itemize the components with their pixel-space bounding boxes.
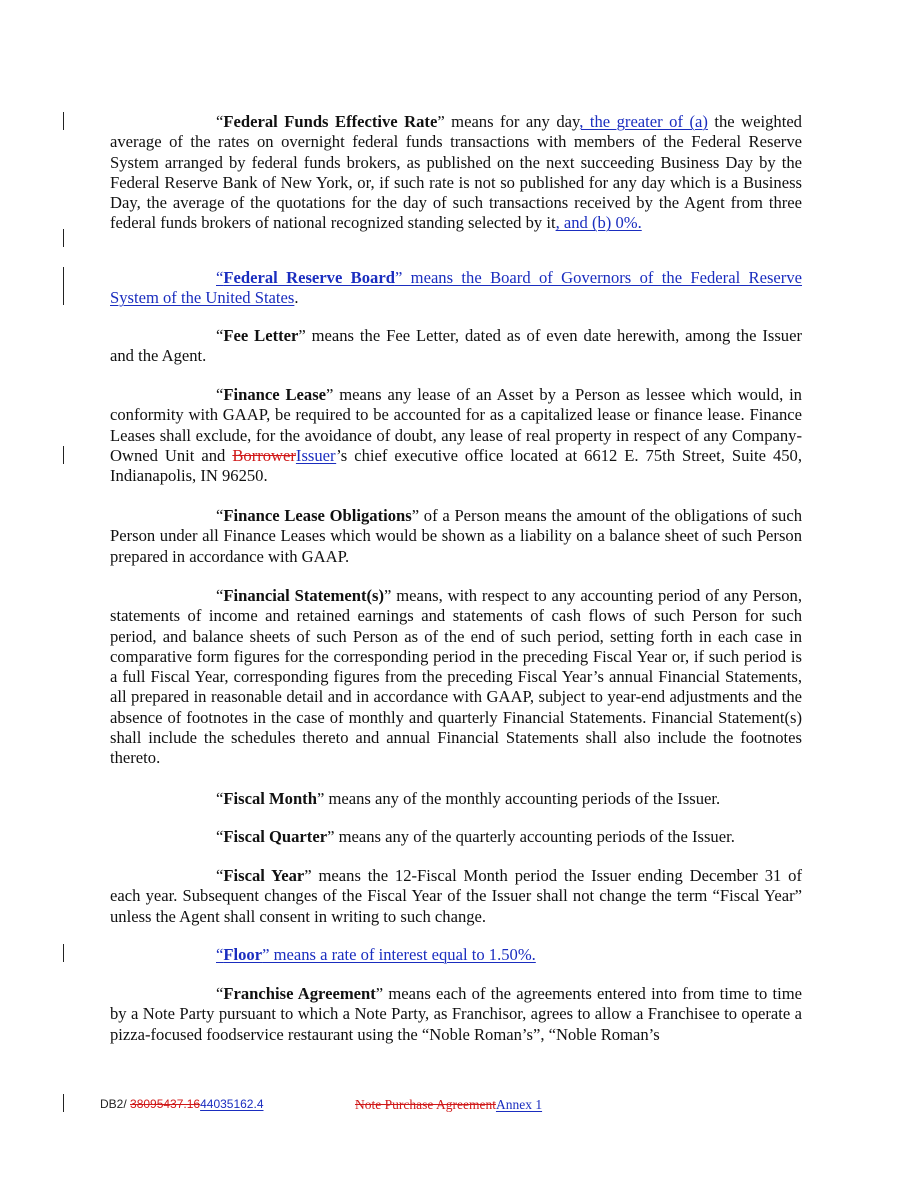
deleted-text: Borrower <box>232 445 296 465</box>
change-bar <box>63 446 64 464</box>
change-bar <box>63 112 64 130</box>
inserted-text: , the greater of (a) <box>579 112 708 131</box>
footer-title <box>355 1097 542 1113</box>
change-bar <box>63 229 64 247</box>
body-text: ” means the 12-Fiscal Month period the Issuer ending December 31 of each year. Subsequent changes of the Fiscal Year of the Issuer shall not change the term “Fiscal Year” unless the Agent shall consent in writing to such change. <box>110 866 802 926</box>
defined-term: Floor <box>223 945 263 964</box>
inserted-text: ” means the Board of Governors of the Federal Reserve System of the United States <box>110 268 802 308</box>
inserted-text: Issuer <box>295 445 337 465</box>
defined-term: Fee Letter <box>223 326 299 345</box>
document-id-deleted: 38095437.16 <box>130 1097 201 1111</box>
document-id-prefix: DB2/ <box>100 1097 131 1111</box>
body-text: ” means each of the agreements entered into from time to time by a Note Party pursuant to which a Note Party, as Franchisor, agrees to allow a Franchisee to operate a pizza-focused foodservice restaurant using the “Noble Roman’s”, “Noble Roman’s <box>110 984 802 1044</box>
body-text: “ <box>216 385 224 404</box>
body-text: . <box>294 288 299 308</box>
inserted-text: , and (b) 0%. <box>555 213 642 233</box>
body-text: “ <box>216 326 224 345</box>
defined-term: Franchise Agreement <box>223 984 376 1003</box>
definition-finance-lease-obligations <box>110 506 802 567</box>
body-text: “ <box>216 984 224 1003</box>
definition-finance-lease <box>110 385 802 486</box>
body-text: “ <box>216 112 224 131</box>
body-text: “ <box>216 506 224 525</box>
body-text: ’s chief executive office located at 6612 E. 75th Street, Suite 450, Indianapolis, IN 96250. <box>110 445 802 486</box>
body-text: “ <box>216 866 224 885</box>
definition-federal-reserve-board <box>110 268 802 309</box>
definition-fiscal-quarter <box>110 827 802 847</box>
footer-title-deleted: Note Purchase Agreement <box>355 1097 496 1112</box>
inserted-text: ” means a rate of interest equal to 1.50%. <box>262 945 536 964</box>
inserted-text: “ <box>216 945 224 964</box>
body-text: ” means the Fee Letter, dated as of even date herewith, among the Issuer and the Agent. <box>110 326 802 366</box>
footer-title-inserted: Annex 1 <box>495 1097 543 1112</box>
body-text: ” means any of the monthly accounting periods of the Issuer. <box>316 789 721 808</box>
defined-term: Financial Statement(s) <box>223 586 384 605</box>
body-text: ” means any of the quarterly accounting periods of the Issuer. <box>327 827 735 846</box>
body-text: “ <box>216 586 224 605</box>
definition-franchise-agreement <box>110 984 802 1045</box>
defined-term: Finance Lease Obligations <box>223 506 412 525</box>
body-text: ” means for any day <box>437 112 580 131</box>
defined-term: Fiscal Quarter <box>223 827 328 846</box>
document-id-inserted: 44035162.4 <box>200 1097 264 1111</box>
body-text: the weighted average of the rates on overnight federal funds transactions with members of the Federal Reserve System arranged by federal funds brokers, as published on the next succeeding Business Day by the Federal Reserve Bank of New York, or, if such rate is not so published for any day which is a Business Day, the average of the quotations for the day of such transactions received by the Agent from three federal funds brokers of national recognized standing selected by it <box>110 112 802 233</box>
definition-fee-letter <box>110 326 802 367</box>
body-text: ” means any lease of an Asset by a Person as lessee which would, in conformity with GAAP, be required to be accounted for as a capitalized lease or finance lease. Finance Leases shall exclude, for the avoidance of doubt, any lease of real property in respect of any Company-Owned Unit and <box>110 385 802 465</box>
defined-term: Fiscal Month <box>223 789 317 808</box>
body-text: “ <box>216 827 224 846</box>
definition-floor <box>110 945 802 965</box>
definition-fiscal-month <box>110 789 802 809</box>
definition-fiscal-year <box>110 866 802 927</box>
document-id <box>100 1097 264 1111</box>
change-bar <box>63 944 64 962</box>
defined-term: Fiscal Year <box>223 866 305 885</box>
defined-term: Finance Lease <box>223 385 327 404</box>
change-bar <box>63 1094 64 1112</box>
defined-term: Federal Funds Effective Rate <box>223 112 438 131</box>
definition-federal-funds-effective-rate <box>110 112 802 234</box>
inserted-text: “ <box>216 268 224 287</box>
definition-financial-statements <box>110 586 802 769</box>
change-bar <box>63 267 64 305</box>
body-text: ” means, with respect to any accounting period of any Person, statements of income and retained earnings and statements of cash flows of such Person for such period, and balance sheets of such Person as of the end of such period, setting forth in each case in comparative form figures for the corresponding period in the preceding Fiscal Year or, if such period is a full Fiscal Year, corresponding figures from the preceding Fiscal Year’s annual Financial Statements, all prepared in reasonable detail and in accordance with GAAP, subject to year-end adjustments and the absence of footnotes in the case of monthly and quarterly Financial Statements. Financial Statement(s) shall include the schedules thereto and annual Financial Statements shall also include the footnotes thereto. <box>110 586 802 768</box>
body-text: ” of a Person means the amount of the obligations of such Person under all Finance Leases which would be shown as a liability on a balance sheet of such Person prepared in accordance with GAAP. <box>110 506 802 566</box>
defined-term: Federal Reserve Board <box>223 268 395 287</box>
body-text: “ <box>216 789 224 808</box>
